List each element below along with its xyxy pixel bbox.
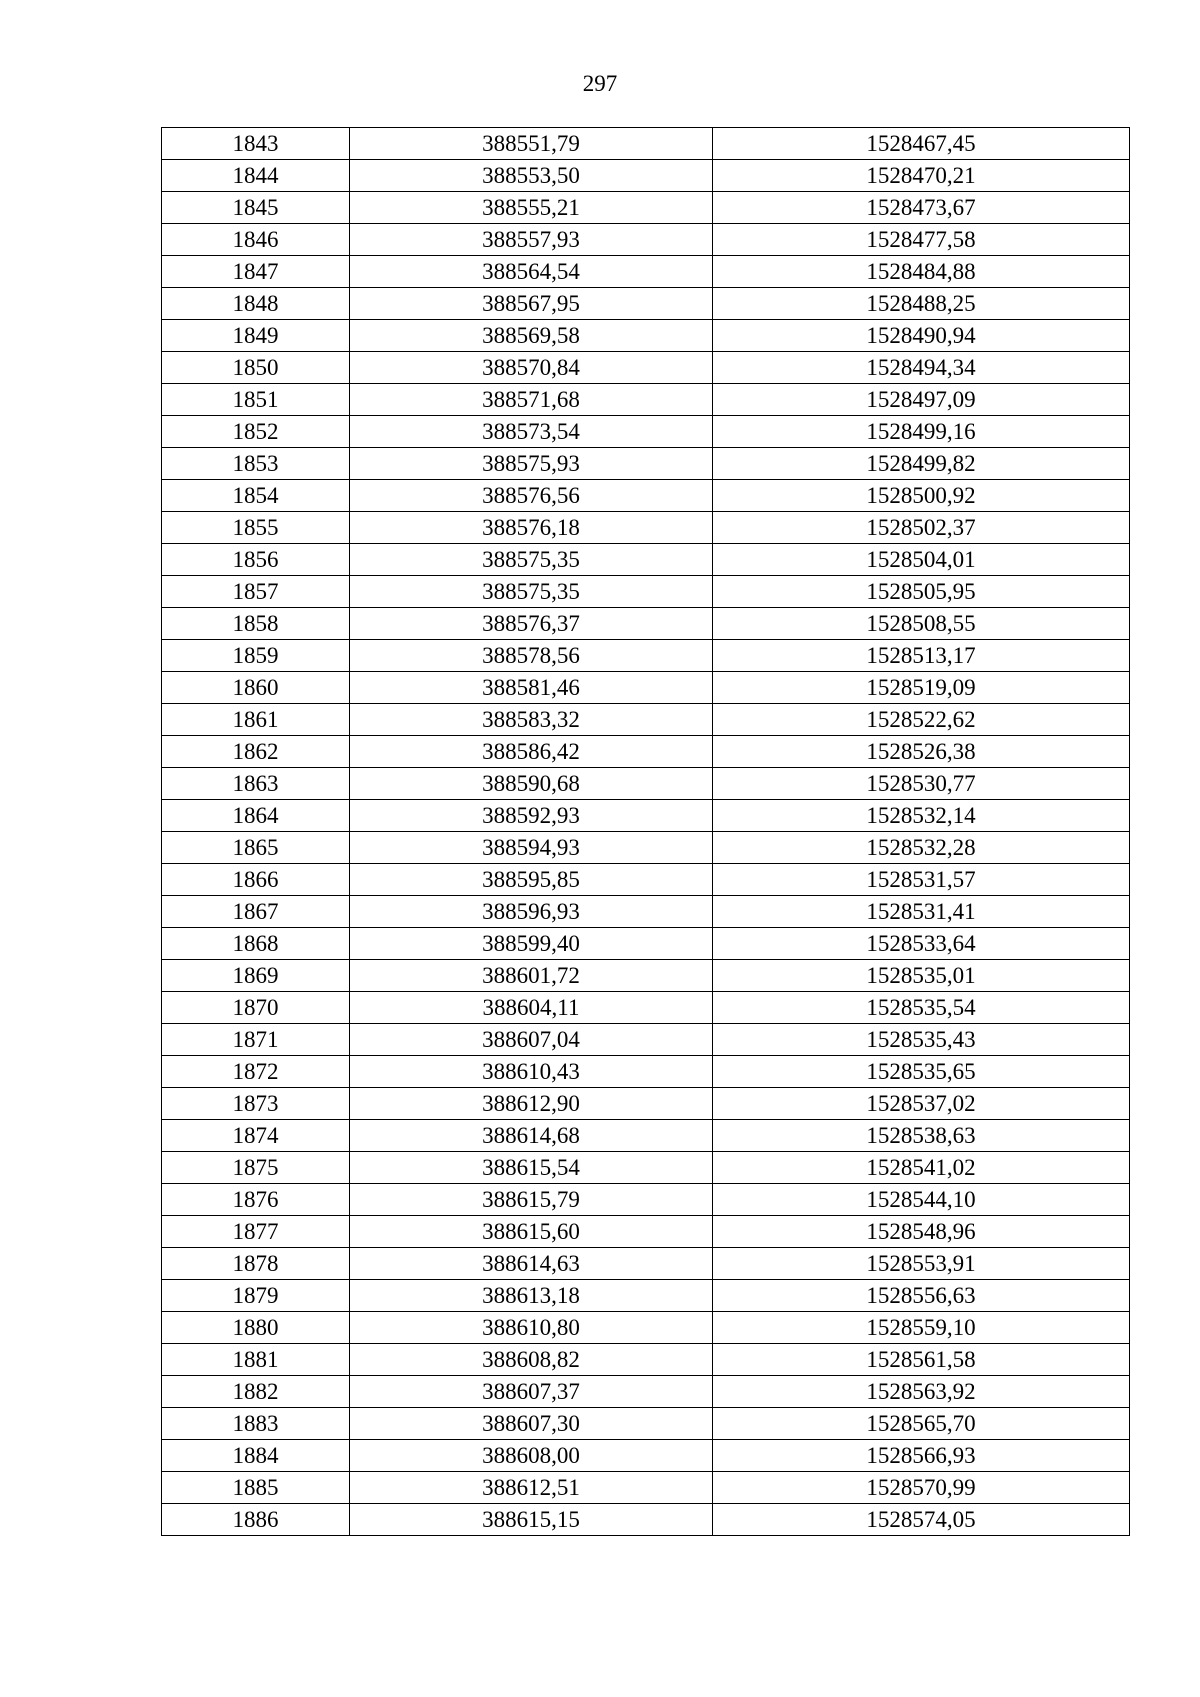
y-coordinate-cell: 1528535,65: [713, 1056, 1130, 1088]
y-coordinate-cell: 1528532,28: [713, 832, 1130, 864]
point-number-cell: 1863: [162, 768, 350, 800]
x-coordinate-cell: 388607,37: [350, 1376, 713, 1408]
point-number-cell: 1884: [162, 1440, 350, 1472]
x-coordinate-cell: 388578,56: [350, 640, 713, 672]
point-number-cell: 1846: [162, 224, 350, 256]
x-coordinate-cell: 388573,54: [350, 416, 713, 448]
x-coordinate-cell: 388569,58: [350, 320, 713, 352]
x-coordinate-cell: 388590,68: [350, 768, 713, 800]
point-number-cell: 1844: [162, 160, 350, 192]
y-coordinate-cell: 1528559,10: [713, 1312, 1130, 1344]
page-number: 297: [582, 71, 618, 96]
x-coordinate-cell: 388595,85: [350, 864, 713, 896]
point-number-cell: 1868: [162, 928, 350, 960]
point-number-cell: 1878: [162, 1248, 350, 1280]
table-row: [162, 928, 1130, 960]
x-coordinate-cell: 388607,04: [350, 1024, 713, 1056]
table-row: [162, 640, 1130, 672]
table-row: [162, 1376, 1130, 1408]
table-row: [162, 800, 1130, 832]
point-number-cell: 1885: [162, 1472, 350, 1504]
point-number-cell: 1856: [162, 544, 350, 576]
x-coordinate-cell: 388581,46: [350, 672, 713, 704]
y-coordinate-cell: 1528497,09: [713, 384, 1130, 416]
point-number-cell: 1857: [162, 576, 350, 608]
point-number-cell: 1850: [162, 352, 350, 384]
x-coordinate-cell: 388612,90: [350, 1088, 713, 1120]
x-coordinate-cell: 388564,54: [350, 256, 713, 288]
y-coordinate-cell: 1528537,02: [713, 1088, 1130, 1120]
y-coordinate-cell: 1528531,57: [713, 864, 1130, 896]
table-row: [162, 864, 1130, 896]
x-coordinate-cell: 388615,15: [350, 1504, 713, 1536]
y-coordinate-cell: 1528535,54: [713, 992, 1130, 1024]
y-coordinate-cell: 1528522,62: [713, 704, 1130, 736]
y-coordinate-cell: 1528538,63: [713, 1120, 1130, 1152]
point-number-cell: 1876: [162, 1184, 350, 1216]
table-row: [162, 448, 1130, 480]
table-row: [162, 1280, 1130, 1312]
table-row: [162, 736, 1130, 768]
point-number-cell: 1851: [162, 384, 350, 416]
x-coordinate-cell: 388575,93: [350, 448, 713, 480]
y-coordinate-cell: 1528484,88: [713, 256, 1130, 288]
y-coordinate-cell: 1528490,94: [713, 320, 1130, 352]
table-row: [162, 1248, 1130, 1280]
point-number-cell: 1847: [162, 256, 350, 288]
y-coordinate-cell: 1528565,70: [713, 1408, 1130, 1440]
table-row: [162, 1472, 1130, 1504]
table-row: [162, 704, 1130, 736]
table-row: [162, 1120, 1130, 1152]
table-row: [162, 1184, 1130, 1216]
point-number-cell: 1874: [162, 1120, 350, 1152]
y-coordinate-cell: 1528477,58: [713, 224, 1130, 256]
table-row: [162, 416, 1130, 448]
x-coordinate-cell: 388607,30: [350, 1408, 713, 1440]
y-coordinate-cell: 1528470,21: [713, 160, 1130, 192]
x-coordinate-cell: 388576,37: [350, 608, 713, 640]
table-row: [162, 512, 1130, 544]
table-row: [162, 1408, 1130, 1440]
y-coordinate-cell: 1528556,63: [713, 1280, 1130, 1312]
point-number-cell: 1855: [162, 512, 350, 544]
y-coordinate-cell: 1528502,37: [713, 512, 1130, 544]
point-number-cell: 1873: [162, 1088, 350, 1120]
y-coordinate-cell: 1528504,01: [713, 544, 1130, 576]
coordinates-table: [161, 127, 1130, 1536]
point-number-cell: 1848: [162, 288, 350, 320]
table-row: [162, 1024, 1130, 1056]
x-coordinate-cell: 388570,84: [350, 352, 713, 384]
y-coordinate-cell: 1528535,43: [713, 1024, 1130, 1056]
y-coordinate-cell: 1528467,45: [713, 128, 1130, 160]
point-number-cell: 1843: [162, 128, 350, 160]
x-coordinate-cell: 388615,79: [350, 1184, 713, 1216]
point-number-cell: 1881: [162, 1344, 350, 1376]
table-row: [162, 128, 1130, 160]
point-number-cell: 1859: [162, 640, 350, 672]
y-coordinate-cell: 1528553,91: [713, 1248, 1130, 1280]
table-row: [162, 992, 1130, 1024]
y-coordinate-cell: 1528574,05: [713, 1504, 1130, 1536]
y-coordinate-cell: 1528494,34: [713, 352, 1130, 384]
table-row: [162, 1312, 1130, 1344]
point-number-cell: 1883: [162, 1408, 350, 1440]
y-coordinate-cell: 1528505,95: [713, 576, 1130, 608]
table-row: [162, 544, 1130, 576]
table-row: [162, 608, 1130, 640]
x-coordinate-cell: 388557,93: [350, 224, 713, 256]
table-row: [162, 1216, 1130, 1248]
x-coordinate-cell: 388575,35: [350, 544, 713, 576]
point-number-cell: 1867: [162, 896, 350, 928]
y-coordinate-cell: 1528533,64: [713, 928, 1130, 960]
y-coordinate-cell: 1528526,38: [713, 736, 1130, 768]
y-coordinate-cell: 1528532,14: [713, 800, 1130, 832]
x-coordinate-cell: 388604,11: [350, 992, 713, 1024]
point-number-cell: 1865: [162, 832, 350, 864]
y-coordinate-cell: 1528544,10: [713, 1184, 1130, 1216]
x-coordinate-cell: 388608,00: [350, 1440, 713, 1472]
y-coordinate-cell: 1528570,99: [713, 1472, 1130, 1504]
table-row: [162, 1344, 1130, 1376]
y-coordinate-cell: 1528531,41: [713, 896, 1130, 928]
table-row: [162, 288, 1130, 320]
y-coordinate-cell: 1528561,58: [713, 1344, 1130, 1376]
x-coordinate-cell: 388608,82: [350, 1344, 713, 1376]
x-coordinate-cell: 388594,93: [350, 832, 713, 864]
table-row: [162, 1088, 1130, 1120]
point-number-cell: 1862: [162, 736, 350, 768]
table-row: [162, 384, 1130, 416]
x-coordinate-cell: 388596,93: [350, 896, 713, 928]
x-coordinate-cell: 388553,50: [350, 160, 713, 192]
point-number-cell: 1852: [162, 416, 350, 448]
y-coordinate-cell: 1528519,09: [713, 672, 1130, 704]
table-row: [162, 768, 1130, 800]
y-coordinate-cell: 1528488,25: [713, 288, 1130, 320]
table-row: [162, 1504, 1130, 1536]
point-number-cell: 1880: [162, 1312, 350, 1344]
point-number-cell: 1845: [162, 192, 350, 224]
table-row: [162, 672, 1130, 704]
x-coordinate-cell: 388614,63: [350, 1248, 713, 1280]
x-coordinate-cell: 388610,43: [350, 1056, 713, 1088]
x-coordinate-cell: 388551,79: [350, 128, 713, 160]
table-row: [162, 1440, 1130, 1472]
x-coordinate-cell: 388592,93: [350, 800, 713, 832]
point-number-cell: 1872: [162, 1056, 350, 1088]
y-coordinate-cell: 1528541,02: [713, 1152, 1130, 1184]
point-number-cell: 1849: [162, 320, 350, 352]
point-number-cell: 1864: [162, 800, 350, 832]
point-number-cell: 1871: [162, 1024, 350, 1056]
point-number-cell: 1879: [162, 1280, 350, 1312]
point-number-cell: 1882: [162, 1376, 350, 1408]
table-row: [162, 224, 1130, 256]
point-number-cell: 1886: [162, 1504, 350, 1536]
point-number-cell: 1869: [162, 960, 350, 992]
y-coordinate-cell: 1528500,92: [713, 480, 1130, 512]
x-coordinate-cell: 388599,40: [350, 928, 713, 960]
table-row: [162, 896, 1130, 928]
table-row: [162, 960, 1130, 992]
y-coordinate-cell: 1528530,77: [713, 768, 1130, 800]
table-row: [162, 256, 1130, 288]
x-coordinate-cell: 388583,32: [350, 704, 713, 736]
y-coordinate-cell: 1528563,92: [713, 1376, 1130, 1408]
x-coordinate-cell: 388586,42: [350, 736, 713, 768]
x-coordinate-cell: 388613,18: [350, 1280, 713, 1312]
y-coordinate-cell: 1528548,96: [713, 1216, 1130, 1248]
y-coordinate-cell: 1528566,93: [713, 1440, 1130, 1472]
point-number-cell: 1877: [162, 1216, 350, 1248]
y-coordinate-cell: 1528508,55: [713, 608, 1130, 640]
table-body: [162, 128, 1130, 1536]
x-coordinate-cell: 388614,68: [350, 1120, 713, 1152]
table-row: [162, 576, 1130, 608]
table-row: [162, 352, 1130, 384]
y-coordinate-cell: 1528535,01: [713, 960, 1130, 992]
y-coordinate-cell: 1528499,82: [713, 448, 1130, 480]
point-number-cell: 1870: [162, 992, 350, 1024]
y-coordinate-cell: 1528513,17: [713, 640, 1130, 672]
x-coordinate-cell: 388615,54: [350, 1152, 713, 1184]
x-coordinate-cell: 388576,56: [350, 480, 713, 512]
point-number-cell: 1854: [162, 480, 350, 512]
x-coordinate-cell: 388567,95: [350, 288, 713, 320]
table-row: [162, 1056, 1130, 1088]
table-row: [162, 192, 1130, 224]
x-coordinate-cell: 388601,72: [350, 960, 713, 992]
point-number-cell: 1853: [162, 448, 350, 480]
point-number-cell: 1861: [162, 704, 350, 736]
x-coordinate-cell: 388555,21: [350, 192, 713, 224]
point-number-cell: 1860: [162, 672, 350, 704]
x-coordinate-cell: 388575,35: [350, 576, 713, 608]
point-number-cell: 1875: [162, 1152, 350, 1184]
x-coordinate-cell: 388615,60: [350, 1216, 713, 1248]
y-coordinate-cell: 1528473,67: [713, 192, 1130, 224]
point-number-cell: 1858: [162, 608, 350, 640]
x-coordinate-cell: 388610,80: [350, 1312, 713, 1344]
table-row: [162, 480, 1130, 512]
x-coordinate-cell: 388576,18: [350, 512, 713, 544]
table-row: [162, 160, 1130, 192]
point-number-cell: 1866: [162, 864, 350, 896]
y-coordinate-cell: 1528499,16: [713, 416, 1130, 448]
table-row: [162, 1152, 1130, 1184]
x-coordinate-cell: 388612,51: [350, 1472, 713, 1504]
x-coordinate-cell: 388571,68: [350, 384, 713, 416]
table-row: [162, 832, 1130, 864]
table-row: [162, 320, 1130, 352]
